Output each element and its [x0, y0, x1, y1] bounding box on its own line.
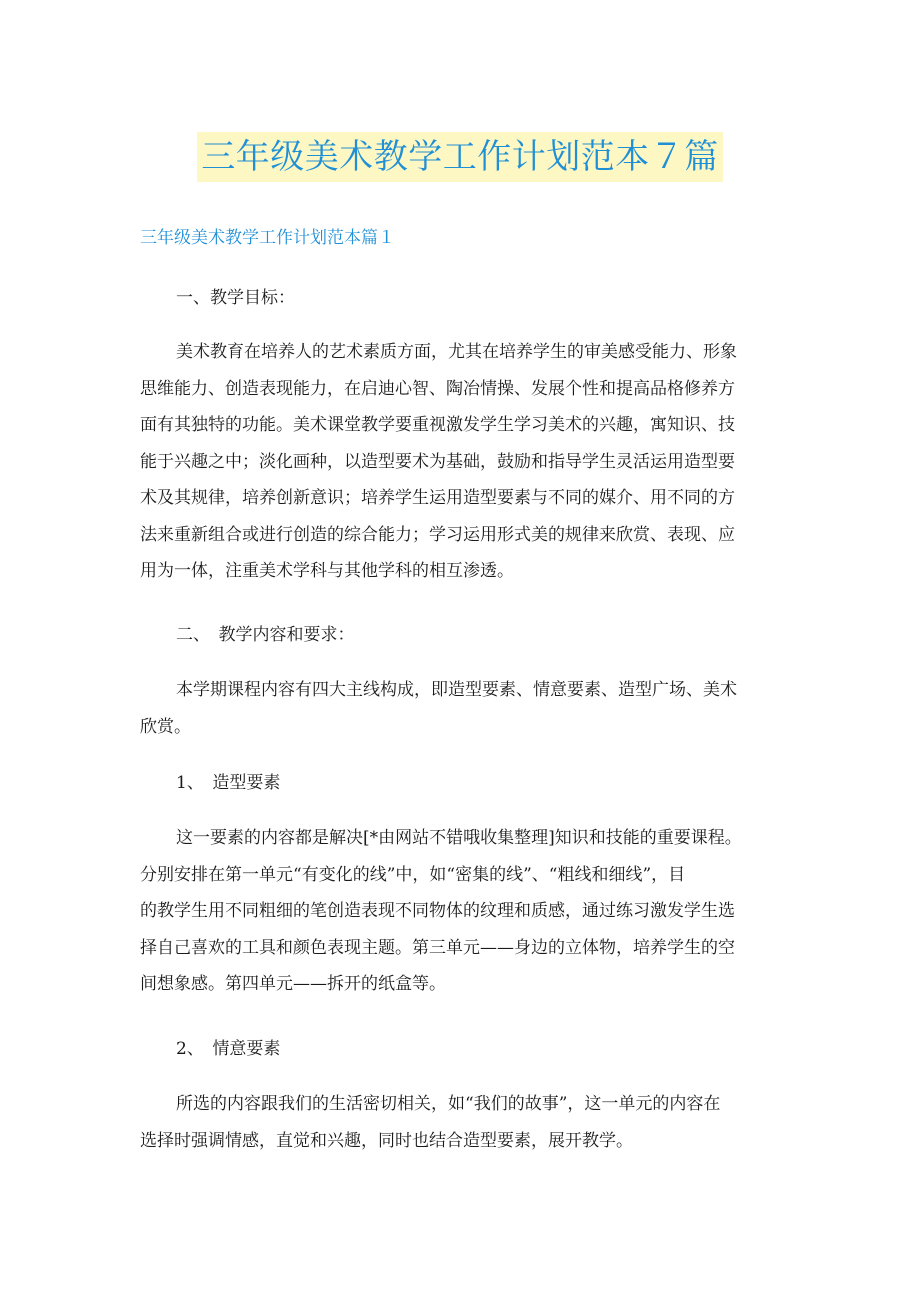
heading-emotion-elements [140, 1031, 780, 1068]
heading-content-requirements [140, 617, 780, 654]
title-container [0, 132, 920, 182]
paragraph-modeling [140, 820, 780, 1003]
paragraph-line: 美术教育在培养人的艺术素质方面，尤其在培养学生的审美感受能力、形象 [176, 342, 737, 362]
heading-text: 2、 情意要素 [176, 1039, 281, 1059]
heading-text: 1、 造型要素 [176, 773, 281, 793]
paragraph-line: 本学期课程内容有四大主线构成，即造型要素、情意要素、造型广场、美术 [176, 680, 737, 700]
paragraph-line: 用为一体，注重美术学科与其他学科的相互渗透。 [140, 561, 514, 581]
paragraph-line: 分别安排在第一单元“有变化的线”中，如“密集的线”、“粗线和细线”，目 [140, 864, 686, 885]
heading-teaching-goals [140, 280, 780, 317]
paragraph-emotion [140, 1086, 780, 1159]
document-title: 三年级美术教学工作计划范本７篇 [197, 132, 723, 182]
paragraph-line: 术及其规律，培养创新意识；培养学生运用造型要素与不同的媒介、用不同的方 [140, 488, 735, 508]
paragraph-line: 欣赏。 [140, 716, 191, 737]
heading-text: 二、 教学内容和要求： [176, 625, 355, 645]
paragraph-line: 间想象感。第四单元——拆开的纸盒等。 [140, 974, 446, 994]
paragraph-line: 选择时强调情感，直觉和兴趣，同时也结合造型要素，展开教学。 [140, 1130, 633, 1151]
heading-text: 一、教学目标： [176, 288, 295, 308]
paragraph-line: 面有其独特的功能。美术课堂教学要重视激发学生学习美术的兴趣，寓知识、技 [140, 415, 735, 435]
paragraph-line: 法来重新组合或进行创造的综合能力；学习运用形式美的规律来欣赏、表现、应 [140, 524, 735, 545]
paragraph-line: 思维能力、创造表现能力，在启迪心智、陶冶情操、发展个性和提高品格修养方 [140, 378, 735, 399]
paragraph-line: 的教学生用不同粗细的笔创造表现不同物体的纹理和质感，通过练习激发学生选 [140, 901, 735, 921]
paragraph-goals [140, 334, 780, 590]
section-subtitle: 三年级美术教学工作计划范本篇１ [140, 228, 395, 248]
paragraph-line: 所选的内容跟我们的生活密切相关，如“我们的故事”，这一单元的内容在 [176, 1094, 721, 1114]
paragraph-line: 这一要素的内容都是解决[*由网站不错哦收集整理]知识和技能的重要课程。 [176, 828, 742, 848]
heading-modeling-elements [140, 765, 780, 802]
paragraph-content [140, 672, 780, 745]
paragraph-line: 择自己喜欢的工具和颜色表现主题。第三单元——身边的立体物，培养学生的空 [140, 937, 735, 958]
paragraph-line: 能于兴趣之中；淡化画种，以造型要术为基础，鼓励和指导学生灵活运用造型要 [140, 451, 735, 472]
